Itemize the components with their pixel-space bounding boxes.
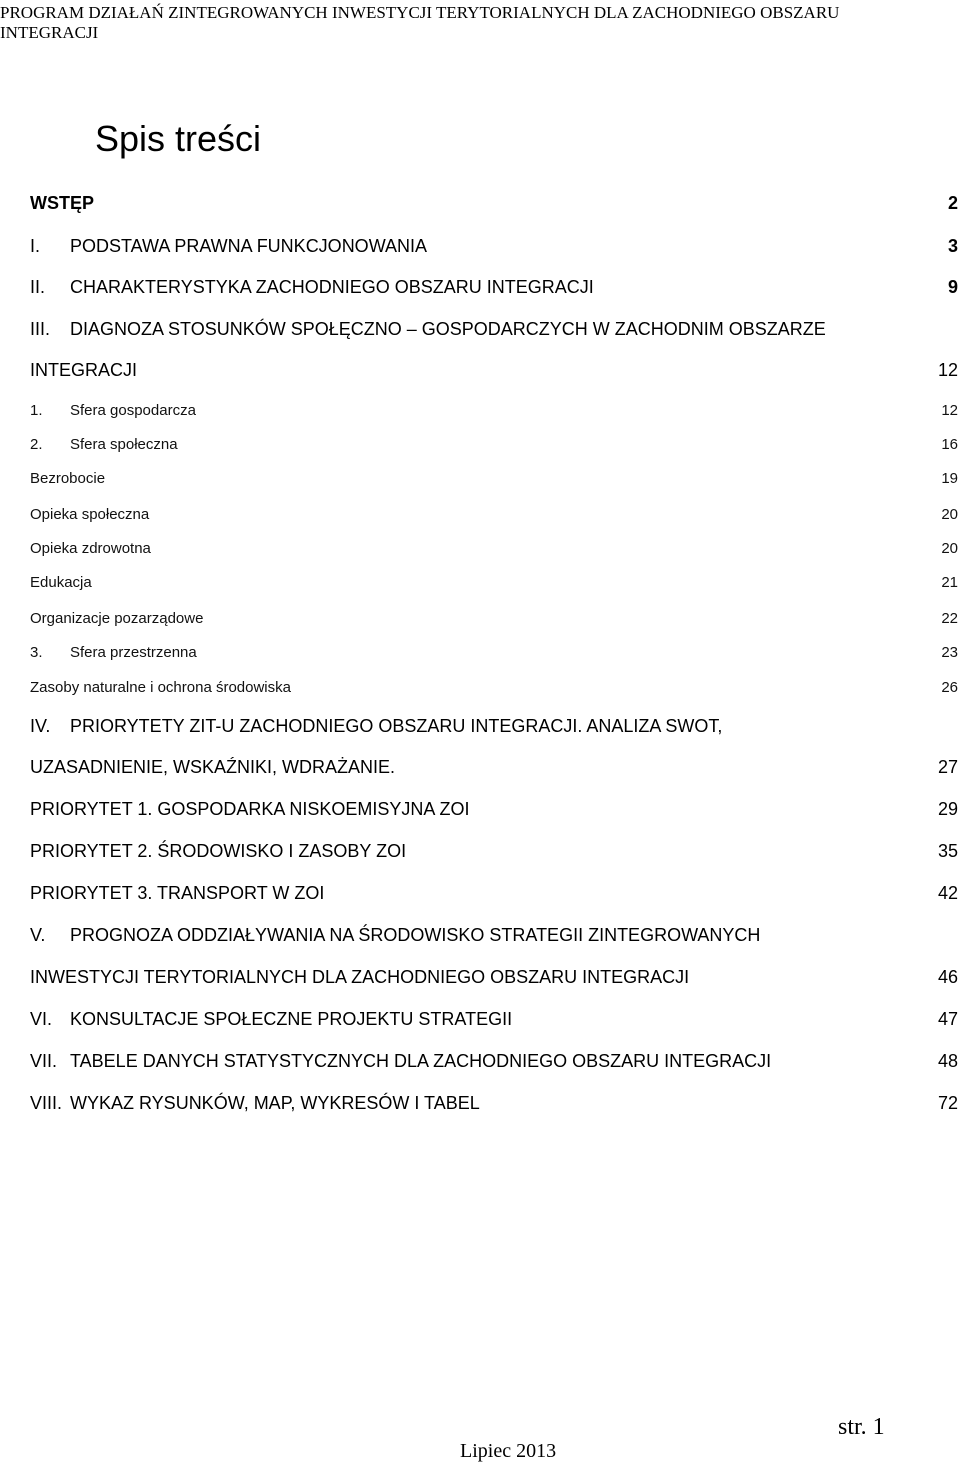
toc-entry-text: PRIORYTET 3. TRANSPORT W ZOI [30,883,325,903]
toc-title: Spis treści [95,118,262,159]
toc-entry[interactable] [30,1009,958,1035]
toc-entry-page: 23 [941,644,958,661]
toc-entry-text: DIAGNOZA STOSUNKÓW SPOŁĘCZNO – GOSPODARCZYCH W ZACHODNIM OBSZARZE [70,319,826,339]
toc-entry[interactable] [30,841,958,867]
toc-entry-page: 19 [941,470,958,487]
toc-entry-text: UZASADNIENIE, WSKAŹNIKI, WDRAŻANIE. [30,757,396,777]
page-number: str. 1 [838,1414,885,1440]
toc-entry-page: 3 [947,236,958,256]
toc-entry-text: WSTĘP [30,193,95,213]
toc-entry-page: 35 [937,841,958,861]
toc-entry[interactable] [30,925,958,951]
toc-entry-text: PROGNOZA ODDZIAŁYWANIA NA ŚRODOWISKO STRATEGII ZINTEGROWANYCH [70,925,761,945]
toc-entry-text: Edukacja [30,574,92,591]
header-line-2: INTEGRACJI [0,23,99,42]
toc-entry-number: IV. [30,716,51,736]
toc-entry-text: Opieka zdrowotna [30,540,151,557]
toc-entry-text: Opieka społeczna [30,506,150,523]
toc-entry-page: 27 [937,757,958,777]
toc-entry-text: Organizacje pozarządowe [30,610,204,627]
toc-entry[interactable] [30,883,958,909]
toc-entry[interactable] [30,193,958,219]
toc-entry-page: 16 [941,436,958,453]
toc-entry-number: 3. [30,644,43,661]
toc-entry-page: 12 [941,402,958,419]
toc-entry[interactable] [30,610,958,636]
toc-entry-text: INWESTYCJI TERYTORIALNYCH DLA ZACHODNIEGO OBSZARU INTEGRACJI [30,967,690,987]
toc-entry-number: VI. [30,1009,53,1029]
toc-entry-text: Bezrobocie [30,470,106,487]
toc-entry[interactable] [30,277,958,303]
toc-entry-page: 48 [937,1051,958,1071]
toc-entry-number: 1. [30,402,43,419]
toc-entry-text: KONSULTACJE SPOŁECZNE PROJEKTU STRATEGII [70,1009,513,1029]
toc-entry-text: TABELE DANYCH STATYSTYCZNYCH DLA ZACHODNIEGO OBSZARU INTEGRACJI [70,1051,772,1071]
toc-entry[interactable] [30,574,958,600]
toc-entry-text: Sfera gospodarcza [70,402,196,419]
toc-entry-text: PRIORYTET 2. ŚRODOWISKO I ZASOBY ZOI [30,841,407,861]
footer-date: Lipiec 2013 [460,1440,557,1462]
toc-entry[interactable] [30,236,958,262]
toc-entry-page: 21 [941,574,958,591]
toc-entry[interactable] [30,540,958,566]
toc-entry-text: CHARAKTERYSTYKA ZACHODNIEGO OBSZARU INTEGRACJI [70,277,594,297]
toc-entry-text: WYKAZ RYSUNKÓW, MAP, WYKRESÓW I TABEL [70,1093,480,1113]
toc-entry[interactable] [30,1093,958,1119]
toc-entry-page: 12 [937,360,958,380]
toc-entry[interactable] [30,319,958,345]
toc-entry-page: 20 [941,506,958,523]
toc-entry-text: INTEGRACJI [30,360,138,380]
toc-entry-text: Sfera społeczna [70,436,178,453]
toc-entry-page: 46 [937,967,958,987]
toc-entry[interactable] [30,470,958,496]
toc-entry[interactable] [30,716,958,742]
toc-entry-page: 72 [937,1093,958,1113]
toc-entry-page: 42 [937,883,958,903]
toc-entry-page: 22 [941,610,958,627]
toc-entry-number: V. [30,925,46,945]
toc-entry[interactable] [30,799,958,825]
toc-entry-text: PRIORYTET 1. GOSPODARKA NISKOEMISYJNA ZOI [30,799,470,819]
toc-entry[interactable] [30,402,958,428]
toc-entry-text: Zasoby naturalne i ochrona środowiska [30,679,291,696]
header-line-1: PROGRAM DZIAŁAŃ ZINTEGROWANYCH INWESTYCJI TERYTORIALNYCH DLA ZACHODNIEGO OBSZARU [0,3,840,22]
toc-entry-page: 2 [947,193,958,213]
toc-entry-number: I. [30,236,41,256]
toc-entry-text: PRIORYTETY ZIT-U ZACHODNIEGO OBSZARU INTEGRACJI. ANALIZA SWOT, [70,716,723,736]
toc-entry[interactable] [30,360,958,386]
toc-entry-number: VIII. [30,1093,63,1113]
toc-entry[interactable] [30,644,958,670]
toc-entry[interactable] [30,757,958,783]
toc-entry[interactable] [30,679,958,705]
toc-entry-page: 9 [947,277,958,297]
toc-entry-page: 47 [937,1009,958,1029]
toc-entry-number: III. [30,319,51,339]
toc-entry-page: 26 [941,679,958,696]
toc-entry-text: PODSTAWA PRAWNA FUNKCJONOWANIA [70,236,428,256]
toc-entry-page: 29 [937,799,958,819]
toc-entry[interactable] [30,436,958,462]
toc-entry[interactable] [30,967,958,993]
toc-entry[interactable] [30,506,958,532]
toc-entry[interactable] [30,1051,958,1077]
toc-entry-text: Sfera przestrzenna [70,644,197,661]
toc-entry-number: II. [30,277,46,297]
toc-entry-number: VII. [30,1051,58,1071]
toc-entry-number: 2. [30,436,43,453]
toc-entry-page: 20 [941,540,958,557]
